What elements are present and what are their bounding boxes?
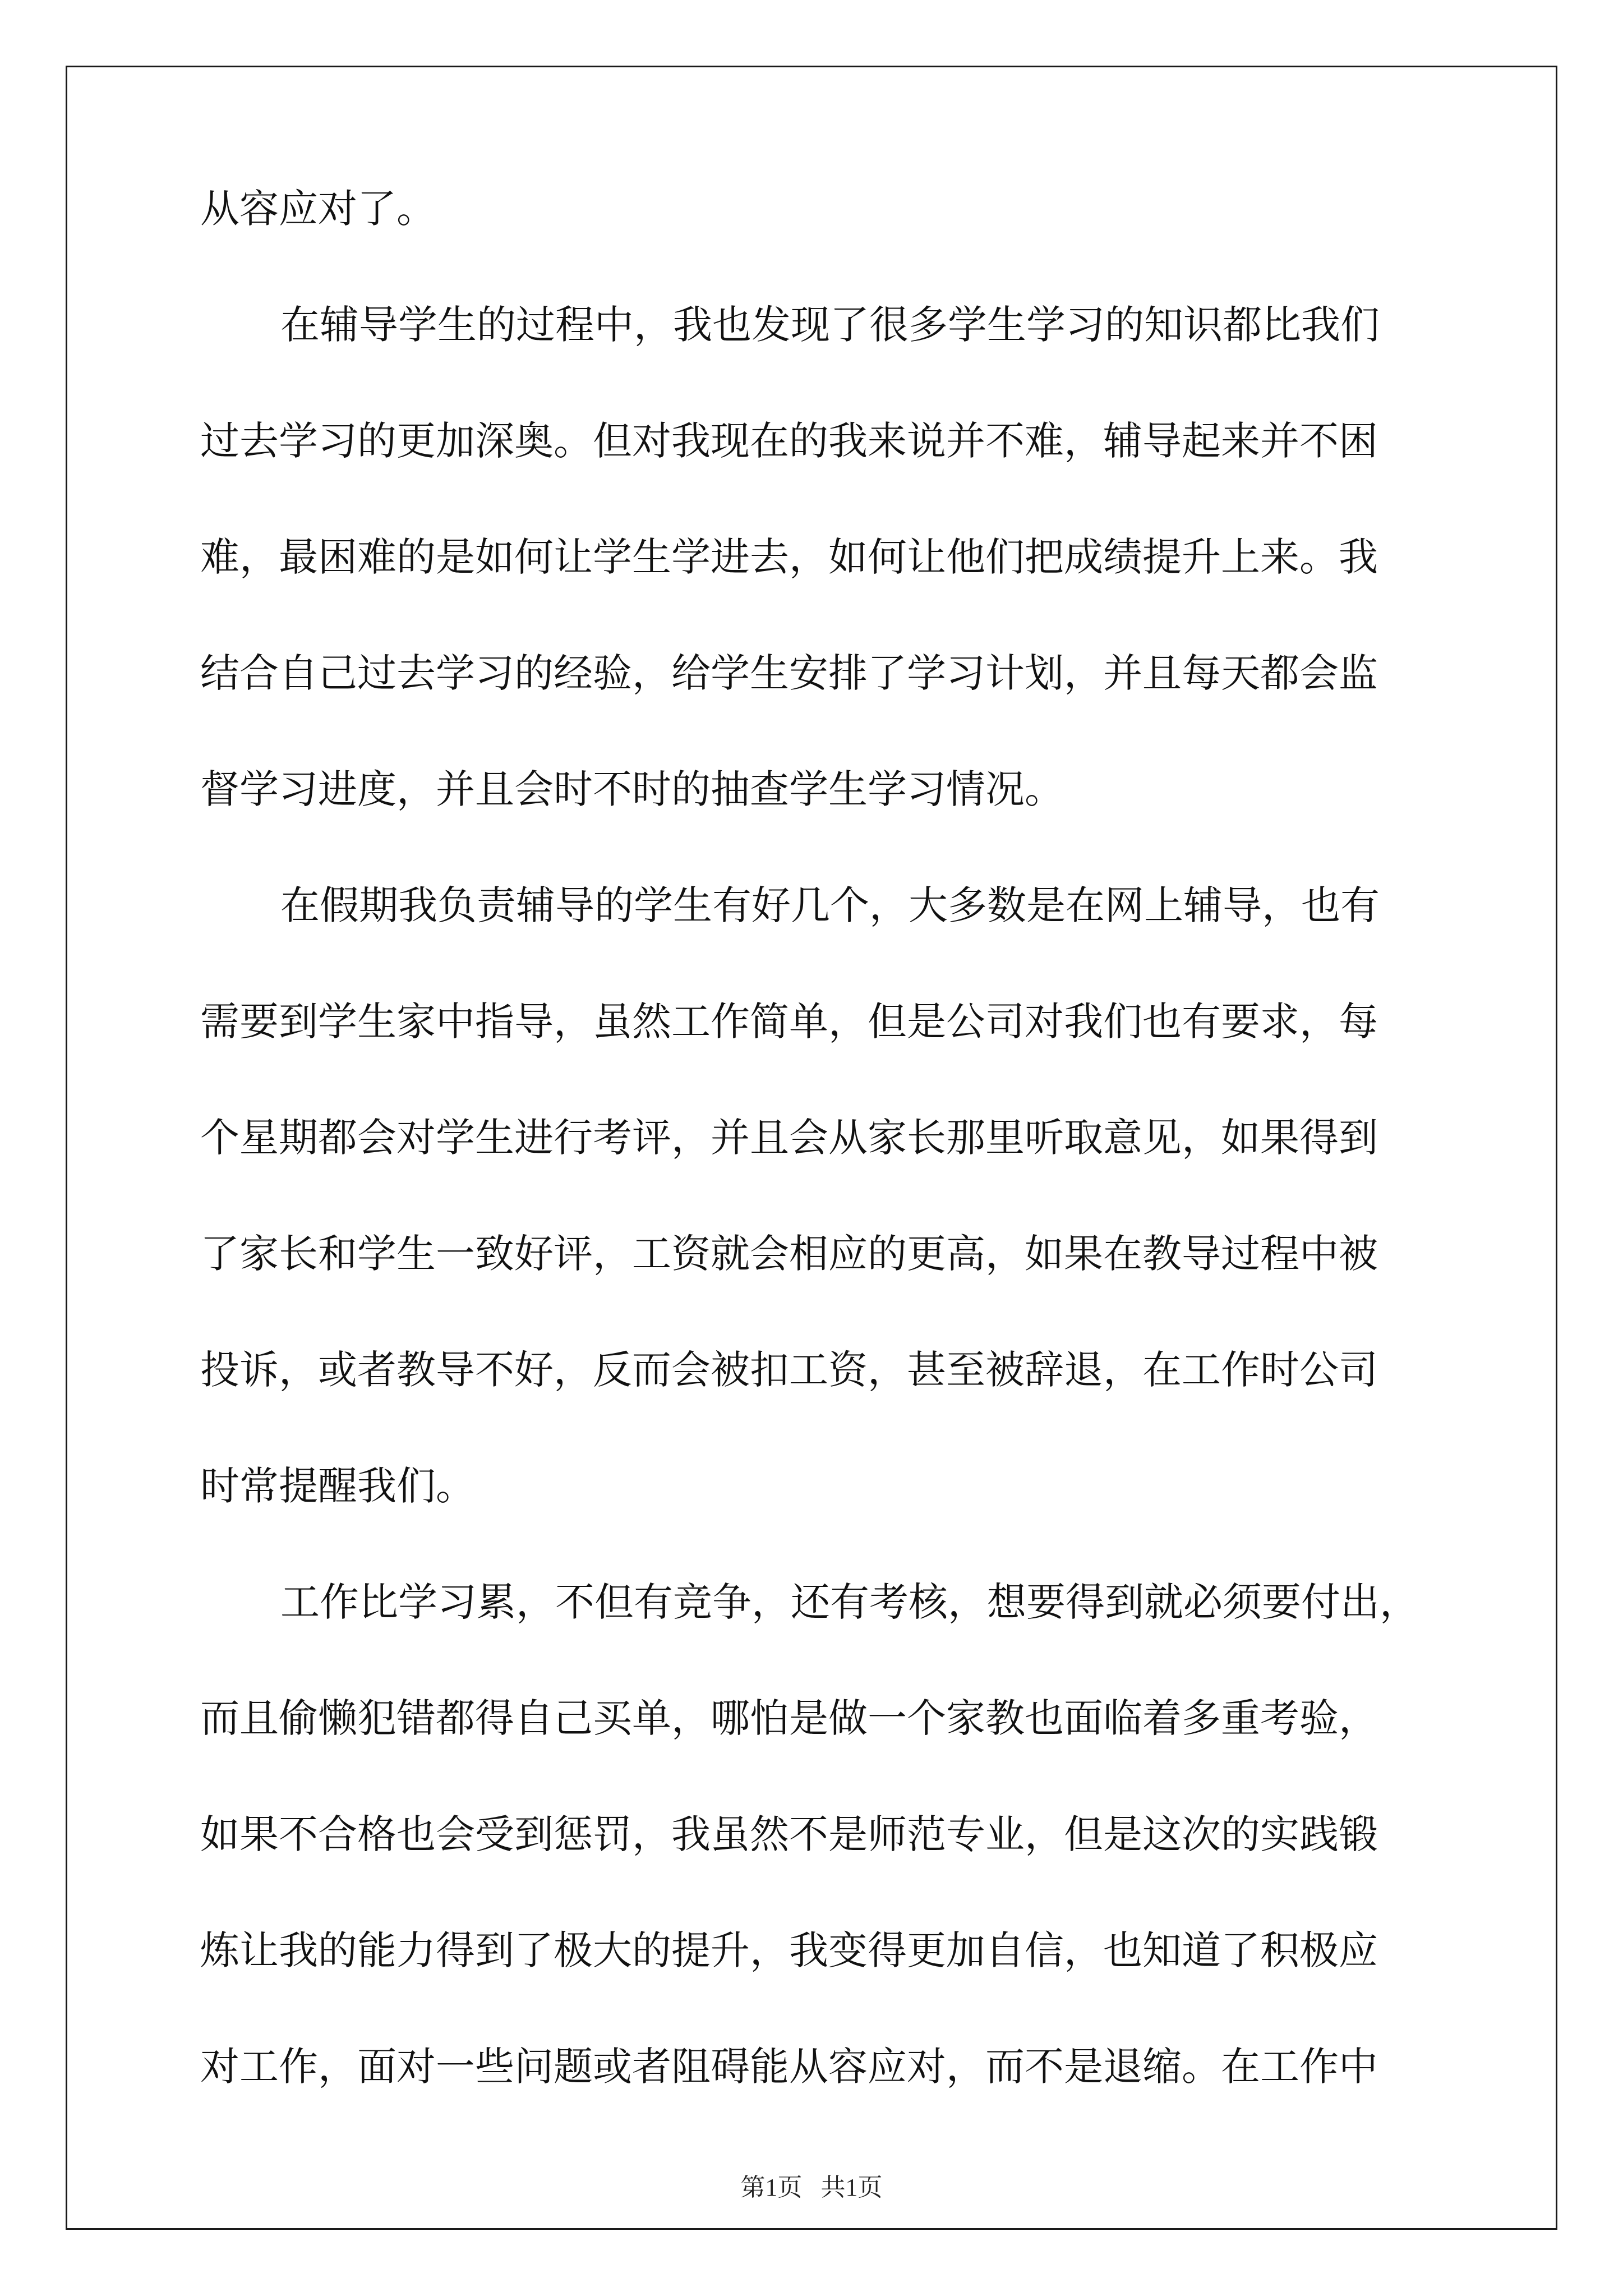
text-line: 时常提醒我们。 xyxy=(200,1463,475,1509)
text-line: 个星期都会对学生进行考评，并且会从家长那里听取意见，如果得到 xyxy=(200,1115,1378,1161)
text-line: 从容应对了。 xyxy=(200,186,436,232)
text-line: 需要到学生家中指导，虽然工作简单，但是公司对我们也有要求，每 xyxy=(200,999,1378,1045)
text-line: 难，最困难的是如何让学生学进去，如何让他们把成绩提升上来。我 xyxy=(200,534,1378,580)
text-line: 在辅导学生的过程中，我也发现了很多学生学习的知识都比我们 xyxy=(280,302,1380,348)
text-line: 炼让我的能力得到了极大的提升，我变得更加自信，也知道了积极应 xyxy=(200,1927,1378,1973)
text-line: 在假期我负责辅导的学生有好几个，大多数是在网上辅导，也有 xyxy=(280,882,1380,928)
text-line: 过去学习的更加深奥。但对我现在的我来说并不难，辅导起来并不困 xyxy=(200,418,1378,464)
text-line: 了家长和学生一致好评，工资就会相应的更高，如果在教导过程中被 xyxy=(200,1231,1378,1277)
text-line: 如果不合格也会受到惩罚，我虽然不是师范专业，但是这次的实践锻 xyxy=(200,1811,1378,1857)
text-line: 对工作，面对一些问题或者阻碍能从容应对，而不是退缩。在工作中 xyxy=(200,2044,1378,2090)
page-number-footer: 第1页 共1页 xyxy=(740,2174,883,2201)
text-line: 投诉，或者教导不好，反而会被扣工资，甚至被辞退，在工作时公司 xyxy=(200,1347,1378,1393)
text-line: 督学习进度，并且会时不时的抽查学生学习情况。 xyxy=(200,766,1064,812)
text-line: 结合自己过去学习的经验，给学生安排了学习计划，并且每天都会监 xyxy=(200,650,1378,696)
text-line: 工作比学习累，不但有竞争，还有考核，想要得到就必须要付出， xyxy=(280,1579,1419,1625)
text-line: 而且偷懒犯错都得自己买单，哪怕是做一个家教也面临着多重考验， xyxy=(200,1695,1378,1741)
